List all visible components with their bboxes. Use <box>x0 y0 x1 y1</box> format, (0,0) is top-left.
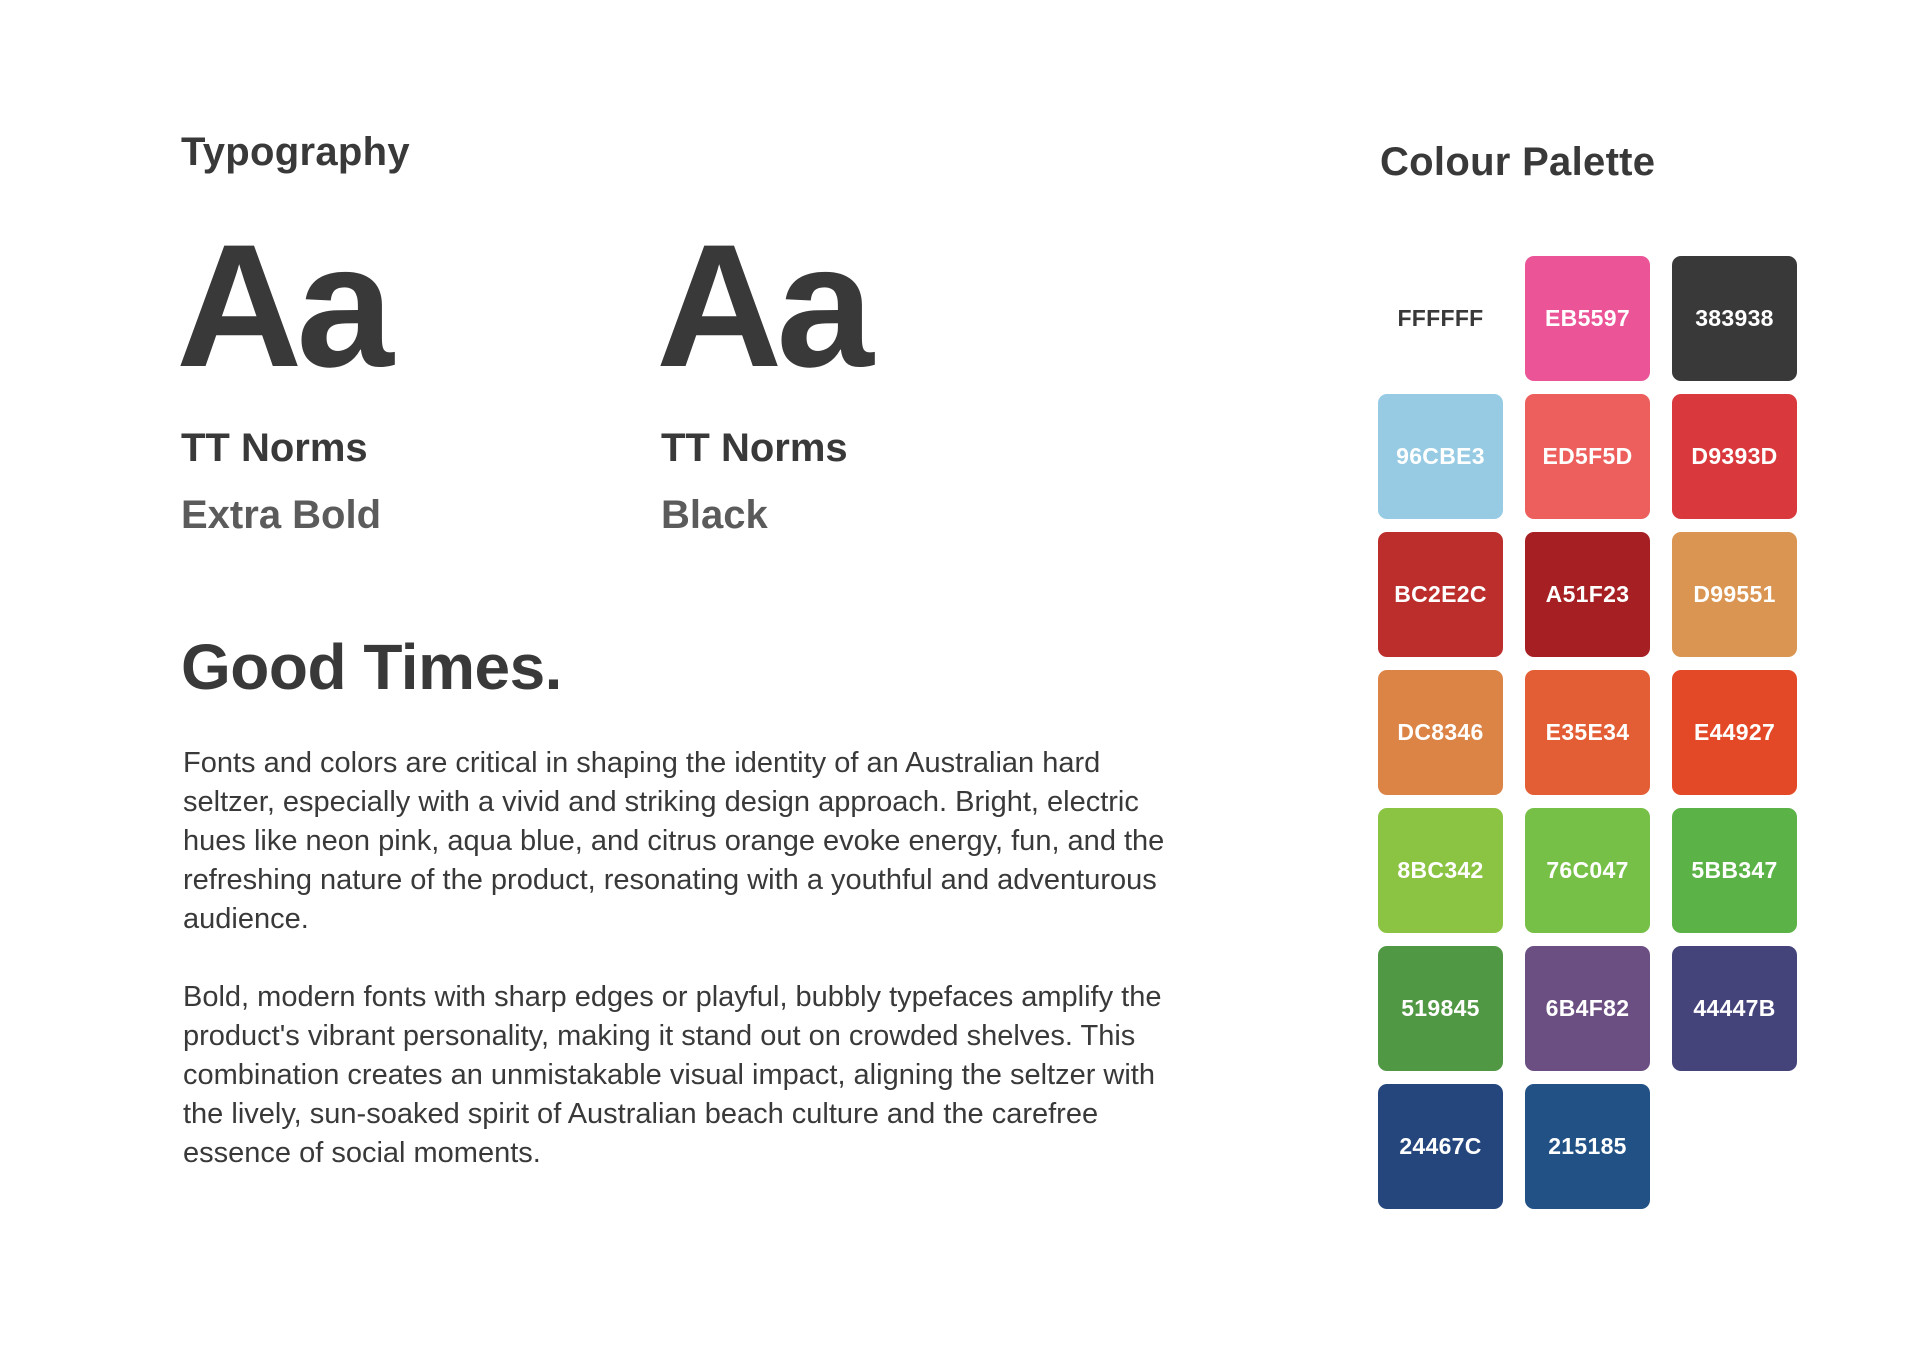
font-specimen-extra-bold <box>176 209 536 538</box>
specimen-font-name: TT Norms <box>181 426 368 470</box>
colour-swatch: 6B4F82 <box>1525 946 1650 1071</box>
colour-swatch: D9393D <box>1672 394 1797 519</box>
colour-swatch: FFFFFF <box>1378 256 1503 381</box>
specimen-font-name: TT Norms <box>661 426 848 470</box>
specimen-glyph: Aa <box>656 209 868 404</box>
typography-title: Typography <box>181 130 410 174</box>
colour-swatch: 76C047 <box>1525 808 1650 933</box>
colour-swatch: EB5597 <box>1525 256 1650 381</box>
body-paragraph: Bold, modern fonts with sharp edges or playful, bubbly typefaces amplify the product's vibrant personality, making it stand out on crowded shelves. This combination creates an unmistakable visual impact, aligning the seltzer with the lively, sun-soaked spirit of Australian beach culture and the carefree essence of social moments. <box>183 981 1162 1169</box>
colour-swatch: 215185 <box>1525 1084 1650 1209</box>
colour-swatch: E35E34 <box>1525 670 1650 795</box>
colour-swatch: 44447B <box>1672 946 1797 1071</box>
colour-swatch: 96CBE3 <box>1378 394 1503 519</box>
specimen-weight-label: Extra Bold <box>181 493 382 537</box>
colour-swatch: BC2E2C <box>1378 532 1503 657</box>
colour-palette-title: Colour Palette <box>1380 140 1656 184</box>
colour-swatch: 383938 <box>1672 256 1797 381</box>
font-specimen-black <box>656 209 1016 538</box>
colour-swatch: E44927 <box>1672 670 1797 795</box>
body-paragraph: Fonts and colors are critical in shaping the identity of an Australian hard seltzer, especially with a vivid and striking design approach. Bright, electric hues like neon pink, aqua blue, and citrus orange evoke energy, fun, and the refreshing nature of the product, resonating with a youthful and adventurous audience. <box>183 747 1165 935</box>
colour-swatch: A51F23 <box>1525 532 1650 657</box>
colour-swatch: 24467C <box>1378 1084 1503 1209</box>
colour-swatch: DC8346 <box>1378 670 1503 795</box>
specimen-glyph: Aa <box>176 209 388 404</box>
colour-swatch: D99551 <box>1672 532 1797 657</box>
headline: Good Times. <box>181 631 562 703</box>
colour-swatch: ED5F5D <box>1525 394 1650 519</box>
colour-swatch: 8BC342 <box>1378 808 1503 933</box>
specimen-weight-label: Black <box>661 493 768 537</box>
colour-swatch: 519845 <box>1378 946 1503 1071</box>
colour-swatch: 5BB347 <box>1672 808 1797 933</box>
